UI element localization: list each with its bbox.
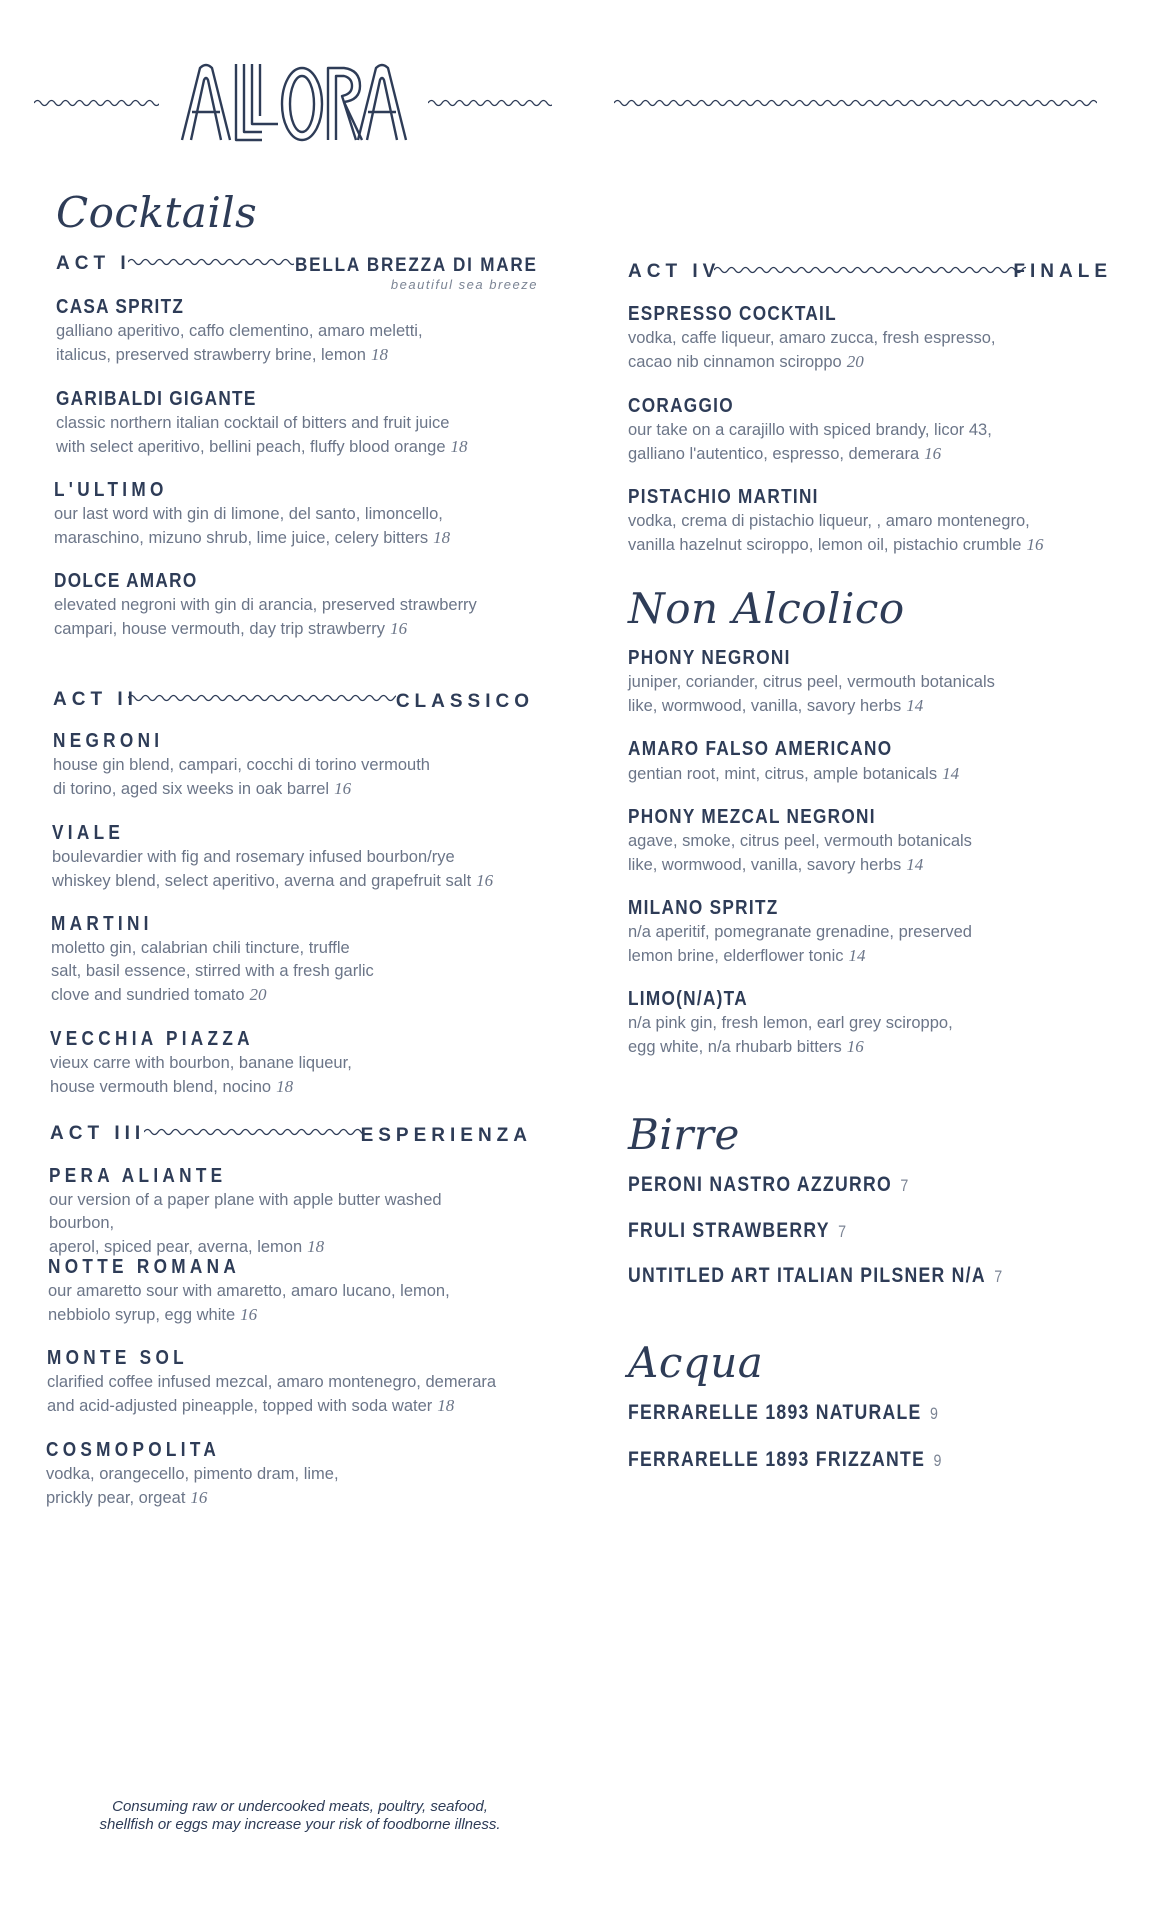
menu-item-ingredients: elevated negroni with gin di arancia, preserved strawberry campari, house vermouth, day trip strawberry xyxy=(54,596,477,638)
menu-item xyxy=(628,393,1088,466)
menu-item-name: COSMOPOLITA xyxy=(46,1439,221,1461)
menu-item-ingredients: our last word with gin di limone, del santo, limoncello, maraschino, mizuno shrub, lime juice, celery bitters xyxy=(54,505,443,547)
act2-label: ACT II xyxy=(53,689,138,710)
menu-item-ingredients: our take on a carajillo with spiced brandy, licor 43, galliano l'autentico, espresso, demerara xyxy=(628,421,992,463)
menu-item-name: L'ULTIMO xyxy=(54,479,168,501)
menu-item-price: 18 xyxy=(450,437,468,456)
birre-heading: Birre xyxy=(628,1110,740,1159)
menu-item-ingredients: our version of a paper plane with apple butter washed bourbon, aperol, spiced pear, averna, lemon xyxy=(49,1191,442,1256)
menu-item xyxy=(628,986,1088,1059)
menu-item-price: 14 xyxy=(906,855,924,874)
menu-item-name: CORAGGIO xyxy=(628,395,734,417)
drink-row xyxy=(628,1263,1003,1290)
menu-item xyxy=(50,1026,510,1099)
drink-row xyxy=(628,1172,910,1199)
menu-item xyxy=(48,1254,508,1327)
drink-price: 7 xyxy=(838,1222,848,1241)
menu-item xyxy=(56,294,516,367)
menu-item-price: 18 xyxy=(276,1077,294,1096)
menu-item-description xyxy=(49,1189,509,1259)
menu-item-ingredients: classic northern italian cocktail of bitters and fruit juice with select aperitivo, bellini peach, fluffy blood orange xyxy=(56,414,450,456)
drink-name: PERONI NASTRO AZZURRO xyxy=(628,1173,892,1196)
menu-item-ingredients: n/a aperitif, pomegranate grenadine, preserved lemon brine, elderflower tonic xyxy=(628,923,972,965)
act4-label: ACT IV xyxy=(628,261,721,282)
menu-item-description xyxy=(56,320,516,367)
menu-item-name: MILANO SPRITZ xyxy=(628,897,779,919)
menu-item-description xyxy=(53,754,513,801)
act1-title: BELLA BREZZA DI MARE xyxy=(295,255,538,276)
header-wave-right xyxy=(614,97,1097,109)
drink-row xyxy=(628,1447,943,1474)
act2-wave xyxy=(128,692,396,704)
drink-price: 9 xyxy=(933,1451,943,1470)
header-wave-middle xyxy=(428,97,552,109)
menu-item-name: MONTE SOL xyxy=(47,1347,188,1369)
drink-name: FRULI STRAWBERRY xyxy=(628,1219,830,1242)
menu-item-price: 18 xyxy=(370,345,388,364)
act1-wave xyxy=(128,256,294,268)
menu-item xyxy=(56,386,516,459)
menu-item-price: 16 xyxy=(190,1488,208,1507)
menu-item-description xyxy=(50,1052,510,1099)
food-safety-line-1: Consuming raw or undercooked meats, poultry, seafood, xyxy=(112,1798,488,1815)
menu-item-price: 16 xyxy=(1026,535,1044,554)
brand-name xyxy=(410,60,411,61)
menu-item-name: PERA ALIANTE xyxy=(49,1165,227,1187)
menu-item-ingredients: boulevardier with fig and rosemary infused bourbon/rye whiskey blend, select aperitivo, averna and grapefruit salt xyxy=(52,848,472,890)
menu-item-name: ESPRESSO COCKTAIL xyxy=(628,303,837,325)
menu-item-ingredients: vieux carre with bourbon, banane liqueur, house vermouth blend, nocino xyxy=(50,1054,352,1096)
menu-item xyxy=(51,911,511,1007)
menu-item-name: PHONY MEZCAL NEGRONI xyxy=(628,806,876,828)
drink-row xyxy=(628,1218,847,1245)
menu-item-description xyxy=(52,846,512,893)
menu-item-price: 18 xyxy=(307,1237,325,1256)
menu-item-name: GARIBALDI GIGANTE xyxy=(56,388,257,410)
acqua-heading: Acqua xyxy=(628,1338,764,1387)
drink-row xyxy=(628,1400,939,1427)
menu-item-price: 14 xyxy=(906,696,924,715)
menu-item-name: CASA SPRITZ xyxy=(56,296,185,318)
menu-item-price: 18 xyxy=(433,528,451,547)
menu-item-description xyxy=(47,1371,507,1418)
menu-item-name: NEGRONI xyxy=(53,730,164,752)
food-safety-line-2: shellfish or eggs may increase your risk of foodborne illness. xyxy=(99,1816,501,1833)
menu-item-description xyxy=(628,671,1088,718)
act1-subtitle: beautiful sea breeze xyxy=(390,277,538,292)
drink-name: UNTITLED ART ITALIAN PILSNER N/A xyxy=(628,1264,986,1287)
menu-item-description xyxy=(628,830,1088,877)
menu-item-price: 16 xyxy=(846,1037,864,1056)
menu-item-description xyxy=(628,327,1088,374)
menu-item-price: 16 xyxy=(476,871,494,890)
act3-label: ACT III xyxy=(50,1123,146,1144)
menu-item-price: 16 xyxy=(390,619,408,638)
menu-item xyxy=(49,1163,509,1259)
menu-item-price: 14 xyxy=(848,946,866,965)
menu-item xyxy=(628,645,1088,718)
menu-item-name: LIMO(N/A)TA xyxy=(628,988,748,1010)
menu-item-name: DOLCE AMARO xyxy=(54,570,198,592)
menu-item xyxy=(628,484,1088,557)
drink-price: 7 xyxy=(900,1176,910,1195)
menu-item-name: MARTINI xyxy=(51,913,153,935)
menu-item-price: 16 xyxy=(334,779,352,798)
menu-item-description xyxy=(46,1463,506,1510)
menu-item xyxy=(54,477,514,550)
menu-item-description xyxy=(51,937,511,1007)
menu-item-price: 20 xyxy=(249,985,267,1004)
cocktails-heading: Cocktails xyxy=(56,188,258,237)
menu-item-description xyxy=(628,419,1088,466)
menu-item-description xyxy=(628,1012,1088,1059)
menu-item-description xyxy=(54,594,514,641)
menu-item-ingredients: galliano aperitivo, caffo clementino, amaro meletti, italicus, preserved strawberry brine, lemon xyxy=(56,322,423,364)
menu-item-name: PHONY NEGRONI xyxy=(628,647,791,669)
header-wave-left xyxy=(34,97,159,109)
menu-item-ingredients: vodka, caffe liqueur, amaro zucca, fresh espresso, cacao nib cinnamon sciroppo xyxy=(628,329,996,371)
menu-item-description xyxy=(54,503,514,550)
menu-item-name: NOTTE ROMANA xyxy=(48,1256,241,1278)
menu-item-price: 18 xyxy=(437,1396,455,1415)
menu-item-ingredients: moletto gin, calabrian chili tincture, truffle salt, basil essence, stirred with a fresh garlic clove and sundried tomato xyxy=(51,939,374,1004)
menu-item xyxy=(53,728,513,801)
act4-title: FINALE xyxy=(1013,261,1112,282)
menu-item-description xyxy=(48,1280,508,1327)
act1-label: ACT I xyxy=(56,253,131,274)
non-alcolico-heading: Non Alcolico xyxy=(628,584,905,633)
menu-item-name: VECCHIA PIAZZA xyxy=(50,1028,254,1050)
menu-item xyxy=(47,1345,507,1418)
drink-price: 9 xyxy=(929,1404,940,1423)
menu-item-ingredients: our amaretto sour with amaretto, amaro lucano, lemon, nebbiolo syrup, egg white xyxy=(48,1282,450,1324)
menu-item-price: 14 xyxy=(942,764,960,783)
menu-item-description xyxy=(628,921,1088,968)
menu-item xyxy=(46,1437,506,1510)
menu-item xyxy=(628,736,1088,786)
drink-price: 7 xyxy=(994,1267,1004,1286)
menu-item xyxy=(54,568,514,641)
food-safety-notice xyxy=(50,1798,550,1834)
allora-logo xyxy=(178,60,410,144)
menu-item-name: AMARO FALSO AMERICANO xyxy=(628,738,893,760)
menu-item-description xyxy=(628,510,1088,557)
menu-item-price: 16 xyxy=(924,444,942,463)
drink-name: FERRARELLE 1893 NATURALE xyxy=(628,1401,922,1424)
menu-item-name: VIALE xyxy=(52,822,125,844)
menu-item-ingredients: juniper, coriander, citrus peel, vermouth botanicals like, wormwood, vanilla, savory herbs xyxy=(628,673,995,715)
menu-item-ingredients: gentian root, mint, citrus, ample botanicals xyxy=(628,765,938,783)
menu-item-ingredients: vodka, crema di pistachio liqueur, , amaro montenegro, vanilla hazelnut sciroppo, lemon oil, pistachio crumble xyxy=(628,512,1030,554)
menu-item-description xyxy=(628,762,1088,786)
menu-item xyxy=(628,301,1088,374)
act2-title: CLASSICO xyxy=(395,691,534,712)
menu-item-ingredients: vodka, orangecello, pimento dram, lime, prickly pear, orgeat xyxy=(46,1465,339,1507)
drink-name: FERRARELLE 1893 FRIZZANTE xyxy=(628,1448,926,1471)
menu-item-ingredients: n/a pink gin, fresh lemon, earl grey sciroppo, egg white, n/a rhubarb bitters xyxy=(628,1014,953,1056)
menu-item-price: 16 xyxy=(240,1305,258,1324)
menu-item-price: 20 xyxy=(846,352,864,371)
menu-item-description xyxy=(56,412,516,459)
menu-item-ingredients: clarified coffee infused mezcal, amaro montenegro, demerara and acid-adjusted pineapple, topped with soda water xyxy=(47,1373,497,1415)
act3-wave xyxy=(144,1126,366,1138)
menu-item-ingredients: house gin blend, campari, cocchi di torino vermouth di torino, aged six weeks in oak barrel xyxy=(53,756,430,798)
act3-title: ESPERIENZA xyxy=(360,1125,532,1146)
act4-wave xyxy=(714,264,1026,276)
menu-item-name: PISTACHIO MARTINI xyxy=(628,486,819,508)
menu-item xyxy=(628,804,1088,877)
menu-item xyxy=(628,895,1088,968)
menu-item xyxy=(52,820,512,893)
menu-item-ingredients: agave, smoke, citrus peel, vermouth botanicals like, wormwood, vanilla, savory herbs xyxy=(628,832,972,874)
